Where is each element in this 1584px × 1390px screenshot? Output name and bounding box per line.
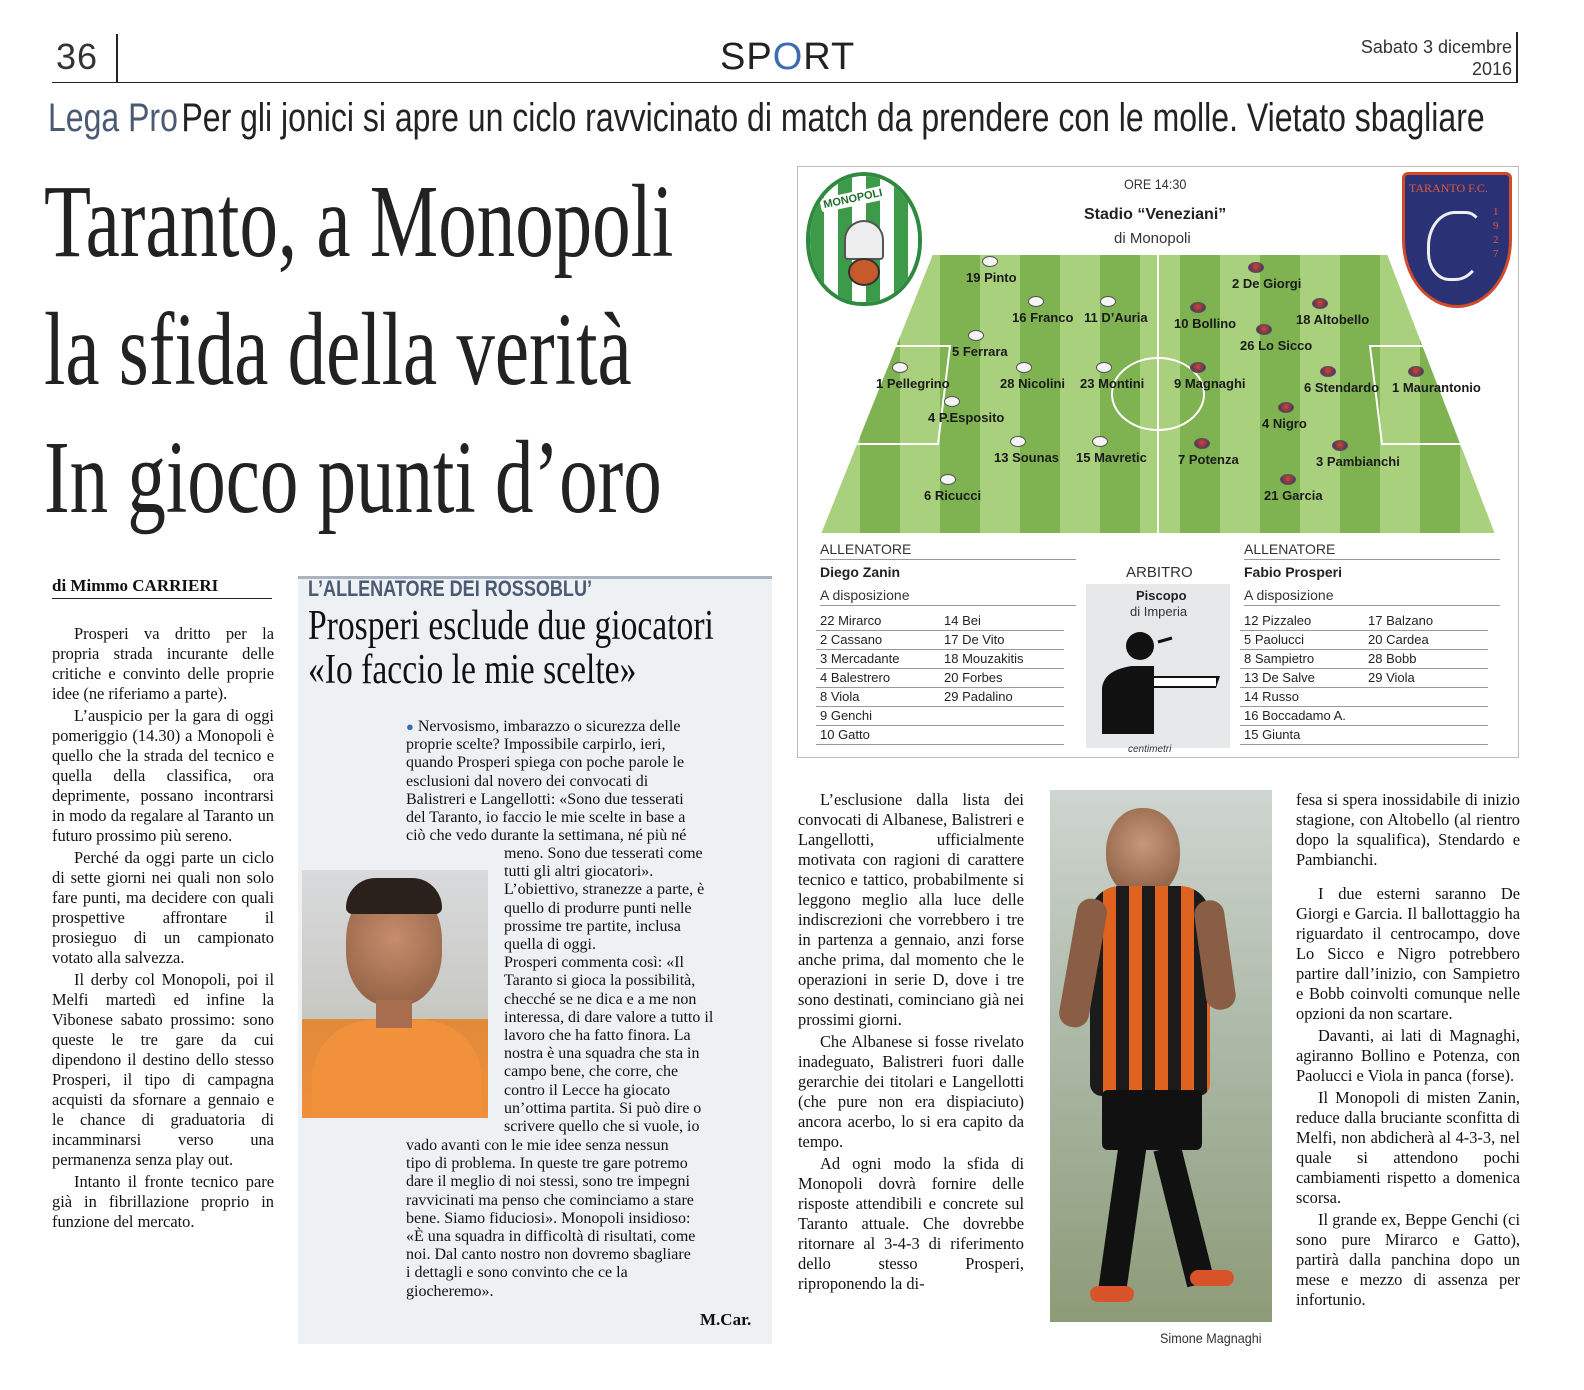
bench-player: 12 Pizzaleo [1240,612,1364,631]
away-player-marker [1190,362,1206,373]
home-player-name: 4 P.Esposito [928,410,1005,425]
away-bench-label: A disposizione [1244,587,1334,603]
page-number: 36 [56,36,99,77]
headline-line3: In gioco punti d’oro [44,420,662,535]
away-player-marker [1256,324,1272,335]
kicker [48,96,1485,141]
bench-player [1364,707,1488,726]
section-title-o: O [772,36,804,78]
sidebar-text-line: Balistreri e Langellotti: «Sono due tesserati [406,790,684,808]
bench-row [816,707,1064,726]
headline-line1: Taranto, a Monopoli [44,164,674,279]
home-coach-label: ALLENATORE [820,541,912,557]
away-player-marker [1280,474,1296,485]
bench-row [816,650,1064,669]
main-article-paragraph: I due esterni saranno De Giorgi e Garcia. Il ballottaggio ha riguardato il centrocampo, dove Lo Sicco e Nigro potrebbero partire dall’inizio, con Sampietro e Bobb coinvolti comunque nelle opzioni da non scartare. [1296,884,1520,1023]
main-article-paragraph: Prosperi va dritto per la propria strada incurante delle critiche e convinto delle proprie idee (ne riferiamo a parte). [52,624,274,703]
main-article-paragraph: Davanti, ai lati di Magnaghi, agiranno Bollino e Potenza, con Paolucci e Viola in panca (forse). [1296,1026,1520,1085]
away-player-name: 2 De Giorgi [1232,276,1302,291]
issue-date-line1: Sabato 3 dicembre [1360,37,1512,57]
away-player-name: 1 Maurantonio [1392,380,1481,395]
main-article-col1 [52,624,274,1232]
bench-player: 16 Boccadamo A. [1240,707,1364,726]
main-article-paragraph: Il Monopoli di misten Zanin, reduce dalla bruciante sconfitta di Melfi, non abdicherà al 4-3-3, nel quale si attendono pochi cambiamenti rispetto a domenica scorsa. [1296,1088,1520,1207]
away-team-logo-year: 1927 [1493,206,1499,260]
sidebar-text-line: del Taranto, io faccio le mie scelte in base a [406,809,686,827]
away-player-marker [1194,438,1210,449]
away-coach-label: ALLENATORE [1244,541,1336,557]
sidebar-text-line: Nervosismo, imbarazzo o sicurezza delle [417,718,681,735]
sidebar-text-line: meno. Sono due tesserati come [504,845,703,862]
sidebar-lines-bottom [406,1137,762,1301]
home-player-name: 13 Sounas [994,450,1060,465]
sidebar-text-line: i dettagli e sono convinto che ce la [406,1264,628,1282]
main-article-paragraph: L’esclusione dalla lista dei convocati di Albanese, Balistreri e Langellotti, ufficialmente motivata con ragioni di carattere tecnico e tattico, probabilmente si leggono meglio alla luce delle indiscrezioni che vorrebbero i tre in partenza a gennaio, anzi forse anche prima, dal momento che le operazioni in serie D, dove i tre sono destinati, cominciano già nei prossimi giorni. [798,790,1024,1029]
sidebar-text-line: Taranto si gioca la possibilità, [504,972,696,990]
home-coach-name: Diego Zanin [820,564,901,580]
section-title-rt: RT [803,36,856,78]
away-player-marker [1332,440,1348,451]
sidebar-text-line: ciò che vedo durante la settimana, né più né [406,827,687,845]
main-article-paragraph: fesa si spera inossidabile di inizio stagione, con Altobello (al rientro dopo la squalifica), Stendardo e Pambianchi. [1296,790,1520,869]
away-player-name: 6 Stendardo [1304,380,1380,395]
home-player-marker [1010,436,1026,447]
bench-player: 14 Russo [1240,688,1364,707]
main-article-paragraph: Perché da oggi parte un ciclo di sette giorni nei quali non solo fare punti, ma decidere con quali prospettive affrontare il prosieguo di un campionato votato alla salvezza. [52,848,274,967]
main-article-paragraph: Ad ogni modo la sfida di Monopoli dovrà fornire delle risposte attendibili e concrete sul Taranto attuale. Che dovrebbe ritornare al 3-4-3 di riferimento dello stesso Prosperi, riproponendo la di- [798,1154,1024,1293]
sidebar-title-line1: Prosperi esclude due giocatori [308,603,714,649]
sidebar-text-line: L’obiettivo, stranezze a parte, è [504,881,705,899]
sidebar-text-line: esclusioni dal novero dei convocati di [406,772,649,790]
bench-player: 15 Giunta [1240,726,1364,745]
bench-player: 2 Cassano [816,631,940,650]
bench-player [940,707,1064,726]
bench-row [816,612,1064,631]
kicker-label: Lega Pro [48,96,178,140]
issue-date-line2: 2016 [1471,59,1512,79]
bench-row [1240,650,1488,669]
bench-row [816,726,1064,745]
bullet-icon: ● [406,719,414,734]
bench-player: 29 Padalino [940,688,1064,707]
sidebar-lines-top [406,718,762,845]
bench-player: 14 Bei [940,612,1064,631]
home-bench-table [816,612,1064,745]
home-player-name: 6 Ricucci [924,488,982,503]
bench-player [1364,726,1488,745]
sidebar-text-line: noi. Dal canto nostro non dovremo sbagliare [406,1246,691,1264]
home-player-name: 11 D’Auria [1084,310,1148,325]
away-player-name: 21 Garcia [1264,488,1323,503]
sidebar-text-line: proprie scelte? Impossibile carpirlo, ieri, [406,736,666,754]
headline-line2: la sfida della verità [44,292,632,407]
sidebar-text-line: checché se ne dica e a me non [504,990,697,1008]
home-player-marker [892,362,908,373]
sidebar-text-line: tutti gli altri giocatori». [504,863,654,881]
sidebar-text-line: «È una squadra in difficoltà di risultati, come [406,1228,696,1246]
sidebar-text-line: prossime tre partite, inclusa [504,917,681,935]
bench-player: 8 Sampietro [1240,650,1364,669]
away-player-name: 9 Magnaghi [1174,376,1246,391]
sidebar-text-line: quella di oggi. [504,936,596,954]
bench-player: 8 Viola [816,688,940,707]
away-player-name: 18 Altobello [1296,312,1370,327]
main-article-paragraph: L’auspicio per la gara di oggi pomeriggio (14.30) a Monopoli è quello che la strada del tecnico e quella della classifica, ora deprimente, possano incontrarsi in modo da regalare al Taranto un futuro prossimo più sereno. [52,706,274,845]
home-player-marker [1092,436,1108,447]
home-player-marker [940,474,956,485]
sidebar-text-top [406,718,762,845]
away-bench-body [1240,612,1488,745]
player-photo [1050,790,1272,1322]
sidebar-text-line: dare il meglio di noi stessi, sono tre impegni [406,1173,690,1191]
sidebar-text-line: quello di produrre punti nelle [504,899,692,917]
main-article-col5 [1296,790,1520,1310]
bench-row [1240,631,1488,650]
sidebar-text-line: lavoro che ha fatto finora. La [504,1027,691,1045]
bench-row [1240,688,1488,707]
issue-date [1361,36,1512,80]
bench-player: 18 Mouzakitis [940,650,1064,669]
sidebar-title-line2: «Io faccio le mie scelte» [308,647,637,693]
away-player-name: 4 Nigro [1262,416,1307,431]
sidebar-text-wrap [504,845,762,1136]
sidebar-title [308,604,714,692]
away-player-marker [1248,262,1264,273]
sidebar-text-line: vado avanti con le mie idee senza nessun [406,1137,669,1154]
away-player-marker [1320,366,1336,377]
sidebar-text-line: un’ottima partita. Si può dire o [504,1099,702,1117]
sidebar-text-line: nostra è una squadra che sta in [504,1045,700,1063]
home-player-marker [944,396,960,407]
bench-row [1240,612,1488,631]
sidebar-text-line: tipo di problema. In queste tre gare potremo [406,1155,688,1173]
away-coach-name: Fabio Prosperi [1244,564,1343,580]
bench-player: 3 Mercadante [816,650,940,669]
bench-player: 9 Genchi [816,707,940,726]
bench-row [816,669,1064,688]
kicker-text: Per gli jonici si apre un ciclo ravvicinato di match da prendere con le molle. Vietato sbagliare [181,96,1485,140]
bench-player: 20 Cardea [1364,631,1488,650]
sidebar-text-line: giocheremo». [406,1282,494,1300]
bench-row [816,688,1064,707]
home-player-name: 15 Mavretic [1076,450,1147,465]
sidebar-text-line: bene. Siamo fiduciosi». Monopoli insidioso: [406,1209,691,1227]
home-player-name: 16 Franco [1012,310,1074,325]
away-player-name: 26 Lo Sicco [1240,338,1313,353]
away-bench-table [1240,612,1488,745]
coach-photo [302,870,488,1118]
home-bench-body [816,612,1064,745]
home-player-name: 5 Ferrara [952,344,1008,359]
photo-caption: Simone Magnaghi [1160,1330,1262,1346]
bench-player [940,726,1064,745]
main-article-paragraph: Il grande ex, Beppe Genchi (ci sono pure Mirarco e Gatto), partirà dalla panchina dopo un mese e mezzo di assenza per infortunio. [1296,1210,1520,1309]
away-player-marker [1408,366,1424,377]
home-player-marker [968,330,984,341]
sidebar-text-line: ravvicinati ma penso che cominciamo a stare [406,1191,694,1209]
bench-player: 20 Forbes [940,669,1064,688]
home-player-name: 1 Pellegrino [876,376,950,391]
sidebar-text-line: contro il Lecce ha giocato [504,1081,671,1099]
sidebar-signature: M.Car. [700,1310,752,1329]
sidebar-text-bottom [406,1137,762,1301]
bench-player: 10 Gatto [816,726,940,745]
sidebar-text-line: campo bene, che corre, che [504,1063,679,1081]
bench-player: 22 Mirarco [816,612,940,631]
referee-icon [1092,626,1226,742]
bench-player: 13 De Salve [1240,669,1364,688]
section-title [720,36,855,79]
away-player-name: 10 Bollino [1174,316,1237,331]
bench-player: 17 De Vito [940,631,1064,650]
sidebar-text-line: interessa, di dare valore a tutto il [504,1008,714,1026]
bench-row [1240,707,1488,726]
referee-city: di Imperia [1130,604,1188,619]
bench-row [1240,726,1488,745]
home-player-marker [982,256,998,267]
home-player-name: 23 Montini [1080,376,1145,391]
bench-player: 28 Bobb [1364,650,1488,669]
sidebar-text-line: Prosperi commenta così: «Il [504,954,684,972]
referee-label: ARBITRO [1126,564,1193,581]
away-team-logo-text: TARANTO F.C. [1409,181,1488,195]
home-bench-label: A disposizione [820,587,910,603]
referee-name: Piscopo [1136,588,1187,603]
main-article-paragraph: Intanto il fronte tecnico pare già in fibrillazione proprio in funzione del mercato. [52,1172,274,1231]
stadium-name: Stadio “Veneziani” [1084,206,1227,223]
bench-row [816,631,1064,650]
away-player-marker [1190,302,1206,313]
referee-credit: centimetri [1128,744,1172,755]
home-player-marker [1016,362,1032,373]
sidebar-lines-wrap [504,845,762,1136]
home-player-name: 28 Nicolini [1000,376,1066,391]
bench-player: 29 Viola [1364,669,1488,688]
sidebar-kicker: L’ALLENATORE DEI ROSSOBLU’ [308,576,592,601]
main-article-paragraph: Che Albanese si fosse rivelato inadeguato, Balistreri fuori dalle gerarchie dei titolari e Langellotti (che pure non era dispiaciuto) ancora acerbo, lo si era capito da tempo. [798,1032,1024,1151]
headline [44,158,673,542]
away-player-marker [1278,402,1294,413]
away-player-marker [1312,298,1328,309]
main-article-col3 [798,790,1024,1294]
home-player-marker [1096,362,1112,373]
bench-player: 4 Balestrero [816,669,940,688]
sidebar-text-line: scrivere quello che si vuole, io [504,1118,700,1136]
byline: di Mimmo CARRIERI [52,576,219,595]
home-player-name: 19 Pinto [966,270,1017,285]
stadium-city: di Monopoli [1114,230,1191,247]
section-title-sp: SP [720,36,773,78]
match-time: ORE 14:30 [1124,176,1187,192]
bench-player: 5 Paolucci [1240,631,1364,650]
main-article-paragraph: Il derby col Monopoli, poi il Melfi martedì ed infine la Vibonese sabato prossimo: sono queste le tre gare da cui dipendono il destino dello stesso Prosperi, il tipo di campagna acquisti da sfornare a gennaio e le chance di graduatoria di incamminarsi verso una permanenza senza play out. [52,970,274,1169]
home-player-marker [1100,296,1116,307]
bench-player [1364,688,1488,707]
away-player-name: 7 Potenza [1178,452,1239,467]
bench-row [1240,669,1488,688]
away-player-name: 3 Pambianchi [1316,454,1400,469]
home-team-logo-text: MONOPOLI [819,185,886,212]
bench-player: 17 Balzano [1364,612,1488,631]
sidebar-text-line: quando Prosperi spiega con poche parole le [406,754,685,772]
home-player-marker [1028,296,1044,307]
